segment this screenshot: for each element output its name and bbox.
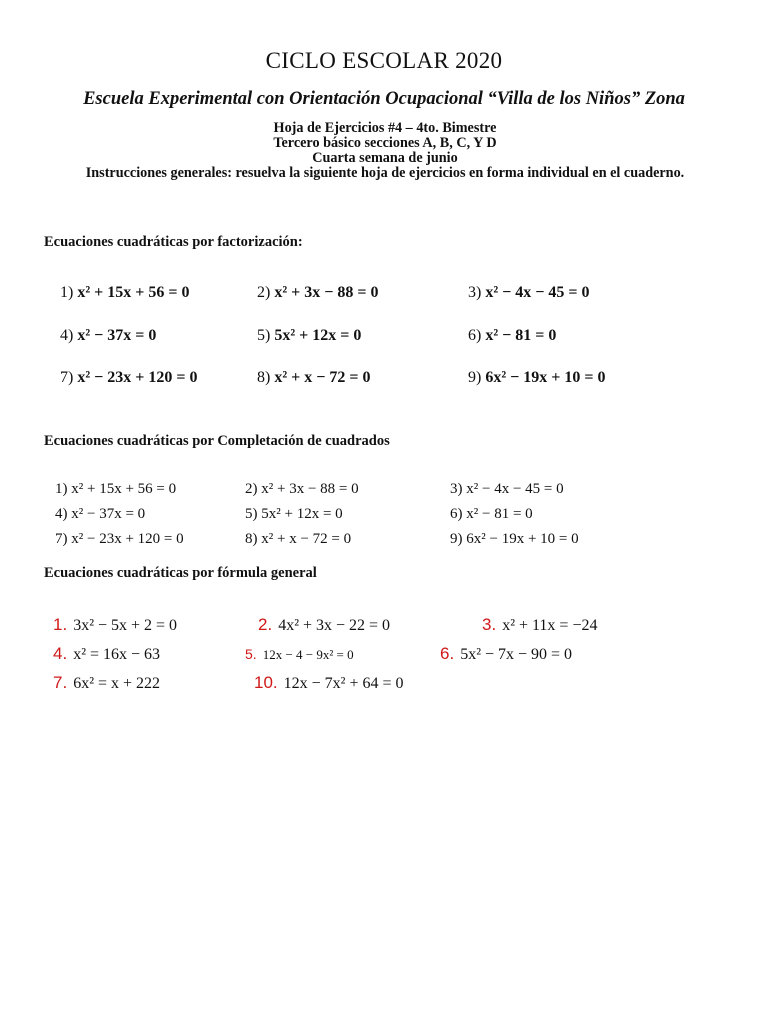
exercise-item: 6) x² − 81 = 0 <box>450 506 533 522</box>
exercise-item: 10. 12x − 7x² + 64 = 0 <box>254 673 404 692</box>
exercise-item: 3) x² − 4x − 45 = 0 <box>468 284 590 301</box>
exercise-item: 8) x² + x − 72 = 0 <box>245 531 352 547</box>
exercise-item: 2) x² + 3x − 88 = 0 <box>245 481 359 497</box>
section-title-completacion: Ecuaciones cuadráticas por Completación de cuadrados <box>44 433 390 449</box>
school-name: Escuela Experimental con Orientación Ocupacional “Villa de los Niños” Zona <box>83 89 685 109</box>
exercise-item: 4) x² − 37x = 0 <box>55 506 146 522</box>
exercise-item: 5) 5x² + 12x = 0 <box>257 327 362 344</box>
exercise-item: 9) 6x² − 19x + 10 = 0 <box>468 369 606 386</box>
exercise-item: 1) x² + 15x + 56 = 0 <box>60 284 190 301</box>
exercise-item: 3) x² − 4x − 45 = 0 <box>450 481 564 497</box>
exercise-item: 9) 6x² − 19x + 10 = 0 <box>450 531 579 547</box>
exercise-item: 4. x² = 16x − 63 <box>53 644 161 663</box>
exercise-item: 3. x² + 11x = −24 <box>482 615 598 634</box>
exercise-item: 1) x² + 15x + 56 = 0 <box>55 481 177 497</box>
exercise-item: 7) x² − 23x + 120 = 0 <box>60 369 198 386</box>
grade-sections: Tercero básico secciones A, B, C, Y D <box>273 135 497 151</box>
exercise-item: 7) x² − 23x + 120 = 0 <box>55 531 184 547</box>
page-title: CICLO ESCOLAR 2020 <box>265 48 503 73</box>
exercise-item: 5) 5x² + 12x = 0 <box>245 506 343 522</box>
section-title-factorizacion: Ecuaciones cuadráticas por factorización: <box>44 234 303 250</box>
section-title-formula-general: Ecuaciones cuadráticas por fórmula general <box>44 565 317 581</box>
week-label: Cuarta semana de junio <box>312 150 458 166</box>
worksheet-number: Hoja de Ejercicios #4 – 4to. Bimestre <box>273 120 497 136</box>
instructions: Instrucciones generales: resuelva la siguiente hoja de ejercicios en forma individual en el cuaderno. <box>85 165 685 181</box>
exercise-item: 2) x² + 3x − 88 = 0 <box>257 284 379 301</box>
exercise-item: 6) x² − 81 = 0 <box>468 327 557 344</box>
worksheet-info <box>55 121 715 181</box>
exercise-item: 4) x² − 37x = 0 <box>60 327 157 344</box>
exercise-item: 6. 5x² − 7x − 90 = 0 <box>440 644 573 663</box>
exercise-item: 5. 12x − 4 − 9x² = 0 <box>245 646 354 662</box>
exercise-item: 8) x² + x − 72 = 0 <box>257 369 371 386</box>
exercise-item: 7. 6x² = x + 222 <box>53 673 161 692</box>
exercise-item: 2. 4x² + 3x − 22 = 0 <box>258 615 391 634</box>
exercise-item: 1. 3x² − 5x + 2 = 0 <box>53 615 178 634</box>
